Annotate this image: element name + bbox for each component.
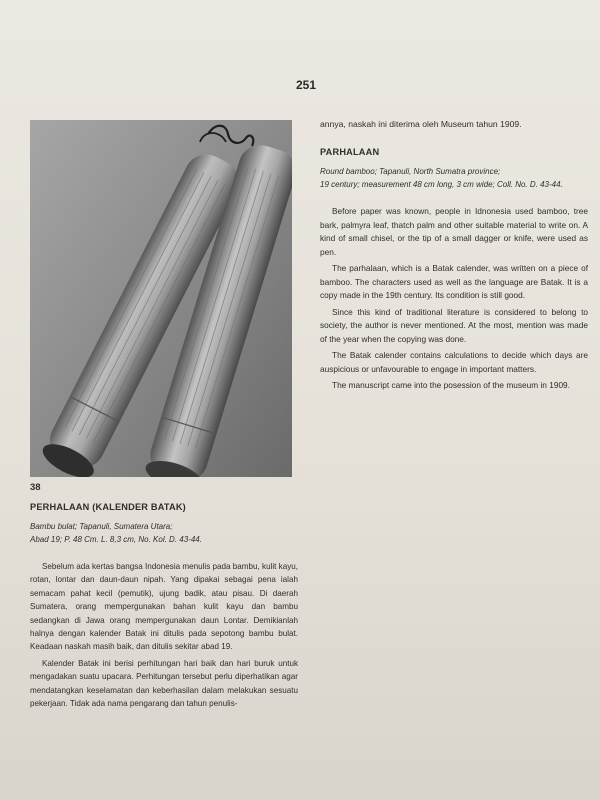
indonesian-spec-line-1: Bambu bulat; Tapanuli, Sumatera Utara; [30,522,173,531]
english-specifications [320,165,588,191]
english-spec-line-1: Round bamboo; Tapanuli, North Sumatra province; [320,167,501,176]
indonesian-spec-line-2: Abad 19; P. 48 Cm. L. 8,3 cm, No. Kol. D. 43-44. [30,535,202,544]
photo-image [30,120,292,477]
english-paragraph: The Batak calender contains calculations to decide which days are auspicious or unfavourable to engage in important matters. [320,350,588,374]
indonesian-description [30,482,298,713]
page-number: 251 [295,78,317,92]
english-paragraph: Before paper was known, people in Idnonesia used bamboo, tree bark, palmyra leaf, thatch palm and other suitable material to write on. A kind of small chisel, or the tip of a small dagger or knife, were used as pen. [320,206,588,257]
indonesian-paragraph: Kalender Batak ini berisi perhitungan hari baik dan hari buruk untuk mengadakan suatu upacara. Perhitungan tersebut perlu diperhatikan agar mendatangkan keselamatan dan keberhasilan dalam melakukan sesuatu pekerjaan. Tidak ada nama pengarang dan tahun penulis- [30,658,298,709]
english-description [320,118,588,396]
english-paragraph: The parhalaan, which is a Batak calender, was written on a piece of bamboo. The characters used as well as the language are Batak. It is a copy made in the 19th century. Its condition is still good. [320,263,588,300]
indonesian-specifications [30,520,298,546]
figure-number: 38 [30,482,41,493]
continuation-text: annya, naskah ini diterima oleh Museum tahun 1909. [320,119,522,129]
indonesian-heading: PERHALAAN (KALENDER BATAK) [30,502,186,512]
english-spec-line-2: 19 century; measurement 48 cm long, 3 cm wide; Coll. No. D. 43-44. [320,180,563,189]
english-heading: PARHALAAN [320,147,380,157]
bamboo-manuscript-photo [30,120,292,477]
english-paragraph: The manuscript came into the posession of the museum in 1909. [332,380,570,390]
indonesian-paragraph: Sebelum ada kertas bangsa Indonesia menulis pada bambu, kulit kayu, rotan, lontar dan daun-daun nipah. Yang dipakai sebagai pena ialah semacam pahat kecil (pemutik), ujung badik, atau pisau. Di daerah Sumatera, orang mempergunakan bahan kulit kayu dan bambu sedangkan di Jawa orang mempergunakan daun Lontar. Demikianlah halnya dengan kalender Batak ini ditulis pada sepotong bambu bulat. Keadaan naskah masih baik, dan ditulis sekitar abad 19. [30,562,299,652]
english-paragraph: Since this kind of traditional literature is considered to belong to society, the author is never mentioned. At the most, mention was made of the year when the copying was done. [320,306,588,344]
